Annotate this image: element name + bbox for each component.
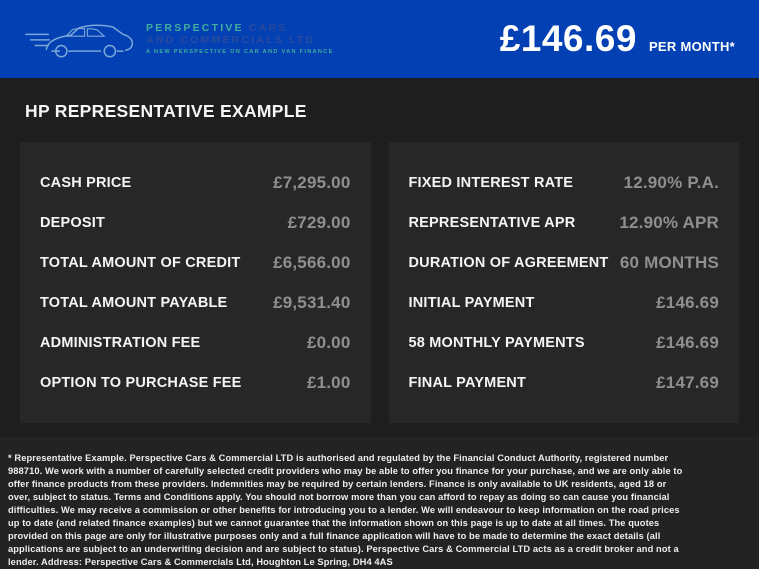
row-value: £146.69: [656, 333, 719, 352]
row-value: £729.00: [287, 213, 351, 232]
footer: [0, 437, 759, 569]
table-row: [40, 283, 351, 323]
row-label: TOTAL AMOUNT PAYABLE: [40, 295, 228, 311]
dealer-name-line2: AND COMMERCIALS LTD: [146, 34, 316, 47]
row-label: ADMINISTRATION FEE: [40, 335, 201, 351]
row-label: DEPOSIT: [40, 215, 106, 231]
table-row: [409, 363, 720, 403]
monthly-price: [500, 18, 739, 60]
finance-panel-right: [389, 142, 740, 423]
disclaimer-text: * Representative Example. Perspective Cars & Commercial LTD is authorised and regulated by the Financial Conduct Authority, registered number 988710. We work with a number of carefully selected credit providers who may be able to offer you finance for your purchase, and we are only able to offer finance products from these providers. Indemnities may be required by certain lenders. Finance is only available to UK residents, aged 18 or over, subject to status. Terms and Conditions apply. You should not borrow more than you can afford to repay as doing so can cause you financial difficulties. We may receive a commission or other benefits for introducing you to a lender. We will endeavour to keep information on the road prices up to date (and related finance examples) but we cannot guarantee that the information shown on this page is up to date at all times. The quotes provided on this page are only for illustrative purposes only and a full finance application will have to be made to determine the exact details (all applications are subject to an underwriting decision and are subject to status). Perspective Cars & Commercial LTD acts as a credit broker and not a lender. Address: Perspective Cars & Commercials Ltd, Houghton Le Spring, DH4 4AS: [8, 453, 683, 567]
row-value: £147.69: [656, 373, 719, 392]
main-section: [0, 78, 759, 437]
row-value: £6,566.00: [273, 253, 351, 272]
monthly-price-suffix: PER MONTH*: [648, 39, 735, 54]
dealer-name-line1: PERSPECTIVE CARS: [146, 22, 288, 35]
row-value: £1.00: [306, 373, 351, 392]
table-row: [409, 283, 720, 323]
row-value: 60 MONTHS: [619, 253, 719, 272]
row-value: £7,295.00: [273, 173, 351, 192]
table-row: [409, 323, 720, 363]
table-row: [409, 163, 720, 203]
row-label: DURATION OF AGREEMENT: [408, 255, 609, 271]
table-row: [409, 243, 720, 283]
page-title: HP REPRESENTATIVE EXAMPLE: [25, 101, 307, 121]
table-row: [40, 203, 351, 243]
row-value: £146.69: [656, 293, 719, 312]
row-label: REPRESENTATIVE APR: [408, 215, 576, 231]
row-value: £9,531.40: [273, 293, 351, 312]
row-value: 12.90% P.A.: [623, 173, 719, 192]
row-label: FIXED INTEREST RATE: [408, 175, 574, 191]
row-label: TOTAL AMOUNT OF CREDIT: [40, 255, 241, 271]
row-label: 58 MONTHLY PAYMENTS: [408, 335, 585, 351]
table-row: [40, 363, 351, 403]
monthly-price-amount: £146.69: [499, 18, 637, 59]
row-value: £0.00: [306, 333, 351, 352]
car-logo-icon: [24, 15, 136, 63]
table-row: [40, 243, 351, 283]
dealer-logo-text: [146, 22, 334, 56]
finance-panel-left: [20, 142, 371, 423]
dealer-tagline: A NEW PERSPECTIVE ON CAR AND VAN FINANCE: [146, 49, 334, 56]
row-label: FINAL PAYMENT: [408, 375, 527, 391]
row-label: INITIAL PAYMENT: [408, 295, 535, 311]
finance-panels: [20, 142, 739, 423]
table-row: [40, 323, 351, 363]
table-row: [409, 203, 720, 243]
top-banner: [0, 0, 759, 78]
row-label: CASH PRICE: [40, 175, 132, 191]
row-value: 12.90% APR: [619, 213, 719, 232]
row-label: OPTION TO PURCHASE FEE: [40, 375, 242, 391]
dealer-logo[interactable]: [24, 15, 334, 63]
table-row: [40, 163, 351, 203]
